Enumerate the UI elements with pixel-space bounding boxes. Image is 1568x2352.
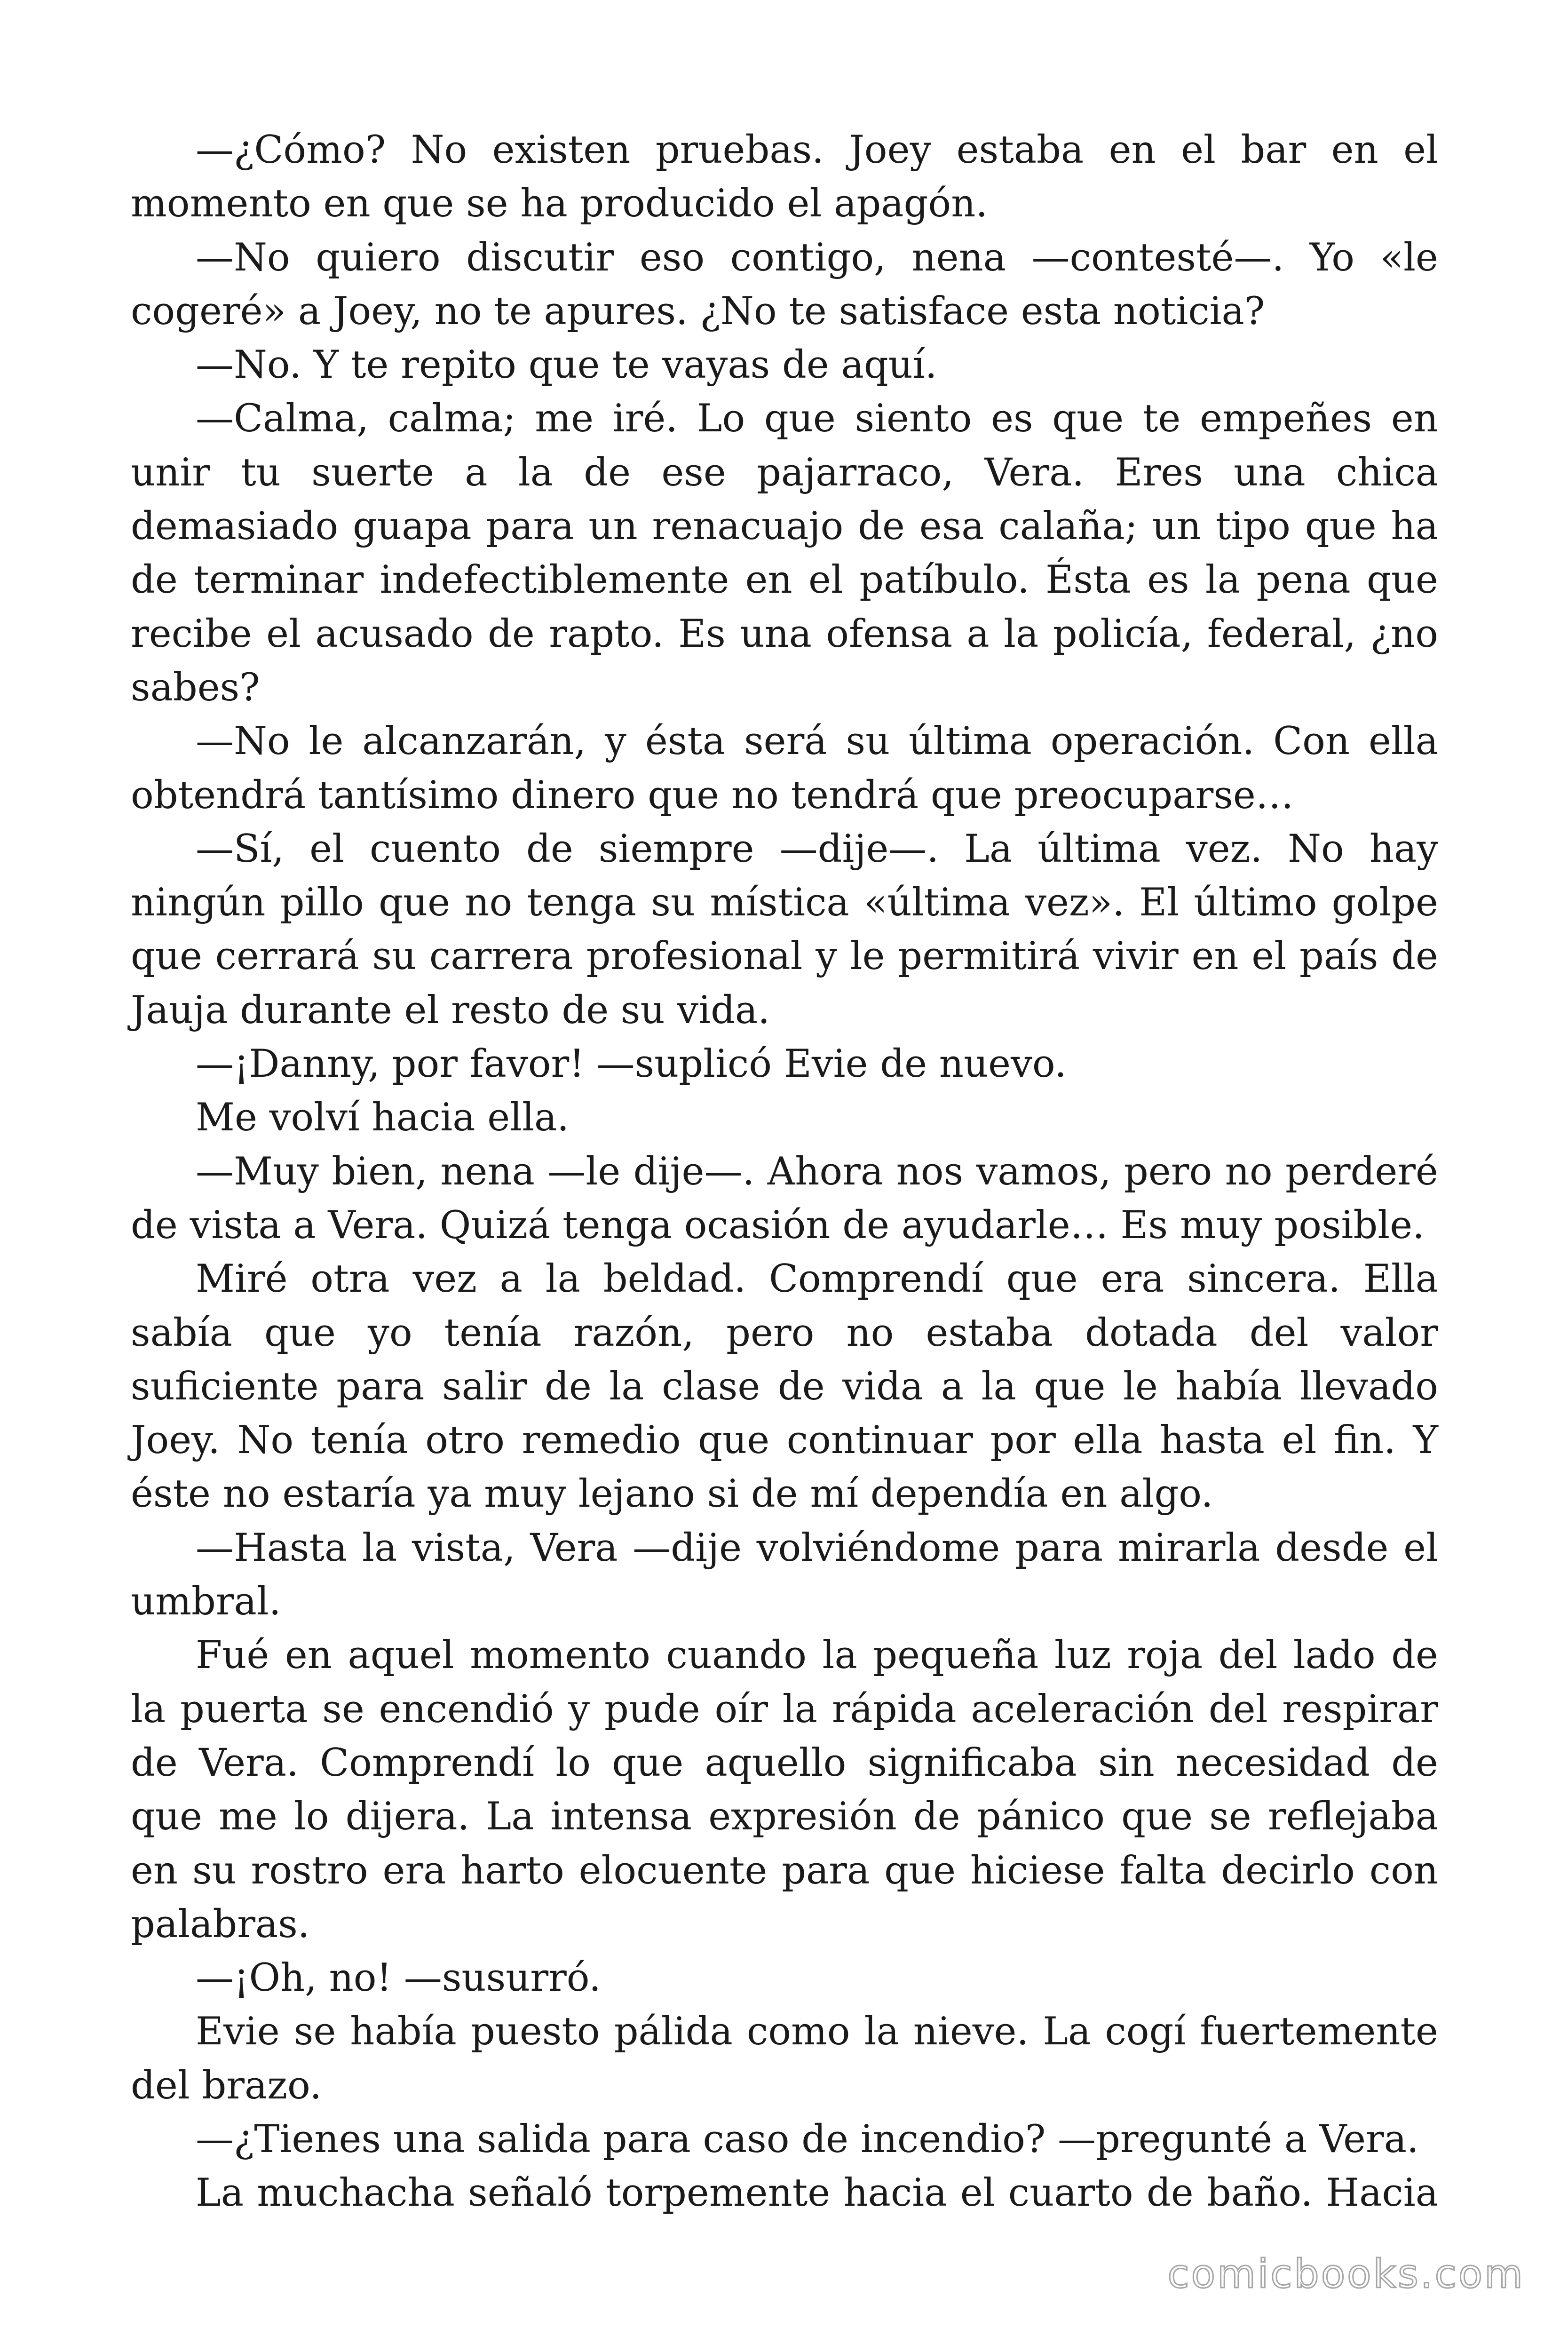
paragraph: —Sí, el cuento de siempre —dije—. La última vez. No hay ningún pillo que no tenga su mística «última vez». El último golpe que cerrará su carrera profesional y le permitirá vivir en el país de Jauja durante el resto de su vida. [131,826,1438,1033]
paragraph: Evie se había puesto pálida como la nieve. La cogí fuertemente del brazo. [131,2010,1438,2108]
paragraph: —Calma, calma; me iré. Lo que siento es que te empeñes en unir tu suerte a la de ese pajarraco, Vera. Eres una chica demasiado guapa para un renacuajo de esa calaña; un tipo que ha de terminar indefectiblemente en el patíbulo. Ésta es la pena que recibe el acusado de rapto. Es una ofensa a la policía, federal, ¿no sabes? [131,397,1438,710]
paragraph: Miré otra vez a la beldad. Comprendí que era sincera. Ella sabía que yo tenía razón, pero no estaba dotada del valor suficiente para salir de la clase de vida a la que le había llevado Joey. No tenía otro remedio que continuar por ella hasta el fin. Y éste no estaría ya muy lejano si de mí dependía en algo. [131,1257,1438,1517]
paragraph: —¡Oh, no! —susurró. [196,1956,601,2001]
page-text [131,123,1438,2220]
paragraph: —No le alcanzarán, y ésta será su última operación. Con ella obtendrá tantísimo dinero que no tendrá que preocuparse… [131,719,1438,818]
paragraph: —No. Y te repito que te vayas de aquí. [196,343,937,388]
watermark: comicbooks.com [1167,2251,1525,2297]
paragraph: —Hasta la vista, Vera —dije volviéndome para mirarla desde el umbral. [131,1526,1438,1624]
paragraph: —¡Danny, por favor! —suplicó Evie de nuevo. [196,1042,1067,1087]
paragraph: —¿Tienes una salida para caso de incendio? —pregunté a Vera. [196,2117,1419,2161]
paragraph: La muchacha señaló torpemente hacia el cuarto de baño. Hacia [196,2171,1438,2216]
paragraph: —Muy bien, nena —le dije—. Ahora nos vamos, pero no perderé de vista a Vera. Quizá tenga ocasión de ayudarle… Es muy posible. [131,1149,1438,1248]
paragraph: —¿Cómo? No existen pruebas. Joey estaba en el bar en el momento en que se ha producido el apagón. [131,128,1438,226]
paragraph: Me volví hacia ella. [196,1096,570,1140]
paragraph: Fué en aquel momento cuando la pequeña luz roja del lado de la puerta se encendió y pude oír la rápida aceleración del respirar de Vera. Comprendí lo que aquello significaba sin necesidad de que me lo dijera. La intensa expresión de pánico que se reflejaba en su rostro era harto elocuente para que hiciese falta decirlo con palabras. [131,1633,1438,1947]
paragraph: —No quiero discutir eso contigo, nena —contesté—. Yo «le cogeré» a Joey, no te apures. ¿No te satisface esta noticia? [131,235,1438,334]
